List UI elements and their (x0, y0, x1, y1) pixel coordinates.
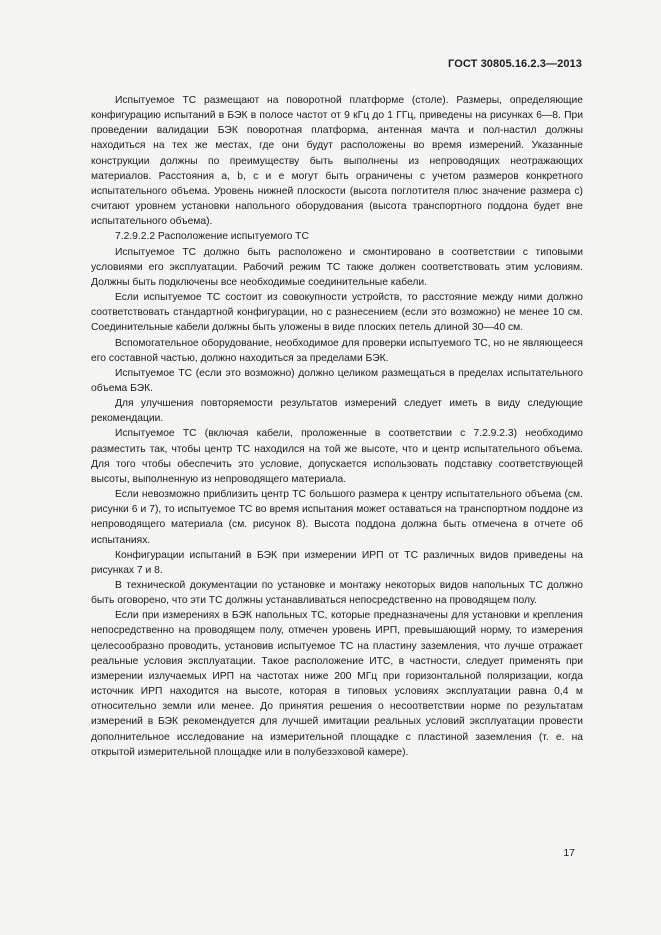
paragraph-configurations: Конфигурации испытаний в БЭК при измерении ИРП от ТС различных видов приведены на рисунках 7 и 8. (91, 549, 583, 576)
paragraph-ground-plane: Если при измерениях в БЭК напольных ТС, которые предназначены для установки и крепления непосредственно на проводящем полу, отмечен уровень ИРП, превышающий норму, то измерения целесообразно проводить, установив испытуемое ТС на пластину заземления, что лучше отражает реальные условия эксплуатации. Такое расположение ИТС, в частности, следует применять при измерении излучаемых ИРП на частотах ниже 200 МГц при горизонтальной поляризации, когда источник ИРП находится на высоте, которая в типовых условиях эксплуатации равна 0,4 м относительно земли или менее. До принятия решения о несоответствии норме по результатам измерений в БЭК рекомендуется для лучшей имитации реальных условий эксплуатации провести дополнительное исследование на измерительной площадке с пластиной заземления (т. е. на открытой измерительной площадке или в полубезэховой камере). (91, 610, 583, 758)
paragraph-turntable: Испытуемое ТС размещают на поворотной платформе (столе). Размеры, определяющие конфигурацию испытаний в БЭК в полосе частот от 9 кГц до 1 ГГц, приведены на рисунках 6—8. При проведении валидации БЭК поворотная платформа, антенная мачта и пол-настил должны находиться на тех же местах, где они будут расположены во время измерений. Указанные конструкции должны по преимуществу быть выполнены из непроводящих неотражающих материалов. Расстояния a, b, c и e могут быть ограничены с учетом размеров конкретного испытательного объема. Уровень нижней плоскости (высота поглотителя плюс значение размера c) считают уровнем установки напольного оборудования (высота транспортного поддона будет вне испытательного объема). (91, 95, 583, 228)
body-text (91, 93, 583, 760)
paragraph-multi-device: Если испытуемое ТС состоит из совокупности устройств, то расстояние между ними должно соответствовать стандартной конфигурации, но с разнесением (если это возможно) не менее 10 см. Соединительные кабели должны быть уложены в виде плоских петель длиной 30—40 см. (91, 292, 583, 334)
paragraph-auxiliary-equipment: Вспомогательное оборудование, необходимое для проверки испытуемого ТС, но не являющееся его составной частью, должно находиться за пределами БЭК. (91, 337, 583, 364)
document-id-header: ГОСТ 30805.16.2.3—2013 (448, 58, 582, 70)
paragraph-mounting: Испытуемое ТС должно быть расположено и смонтировано в соответствии с типовыми условиями его эксплуатации. Рабочий режим ТС также должен соответствовать этим условиям. Должны быть подключены все необходимые соединительные кабели. (91, 246, 583, 288)
page-number: 17 (563, 847, 575, 859)
paragraph-repeatability: Для улучшения повторяемости результатов измерений следует иметь в виду следующие рекомендации. (91, 398, 583, 425)
paragraph-floor-standing: В технической документации по установке и монтажу некоторых видов напольных ТС должно быть оговорено, что эти ТС должны устанавливаться непосредственно на проводящем полу. (91, 580, 583, 607)
paragraph-centering: Испытуемое ТС (включая кабели, проложенные в соответствии с 7.2.9.2.3) необходимо разместить так, чтобы центр ТС находился на той же высоте, что и центр испытательного объема. Для того чтобы обеспечить это условие, допускается использовать подставку соответствующей высоты, выполненную из непроводящего материала. (91, 428, 583, 485)
section-heading-7-2-9-2-2: 7.2.9.2.2 Расположение испытуемого ТС (115, 231, 309, 243)
paragraph-large-eut: Если невозможно приблизить центр ТС большого размера к центру испытательного объема (см. рисунки 6 и 7), то испытуемое ТС во время испытания может оставаться на транспортном поддоне из непроводящего материала (см. рисунок 8). Высота поддона должна быть отмечена в отчете об испытаниях. (91, 489, 583, 546)
paragraph-test-volume: Испытуемое ТС (если это возможно) должно целиком размещаться в пределах испытательного объема БЭК. (91, 367, 583, 394)
